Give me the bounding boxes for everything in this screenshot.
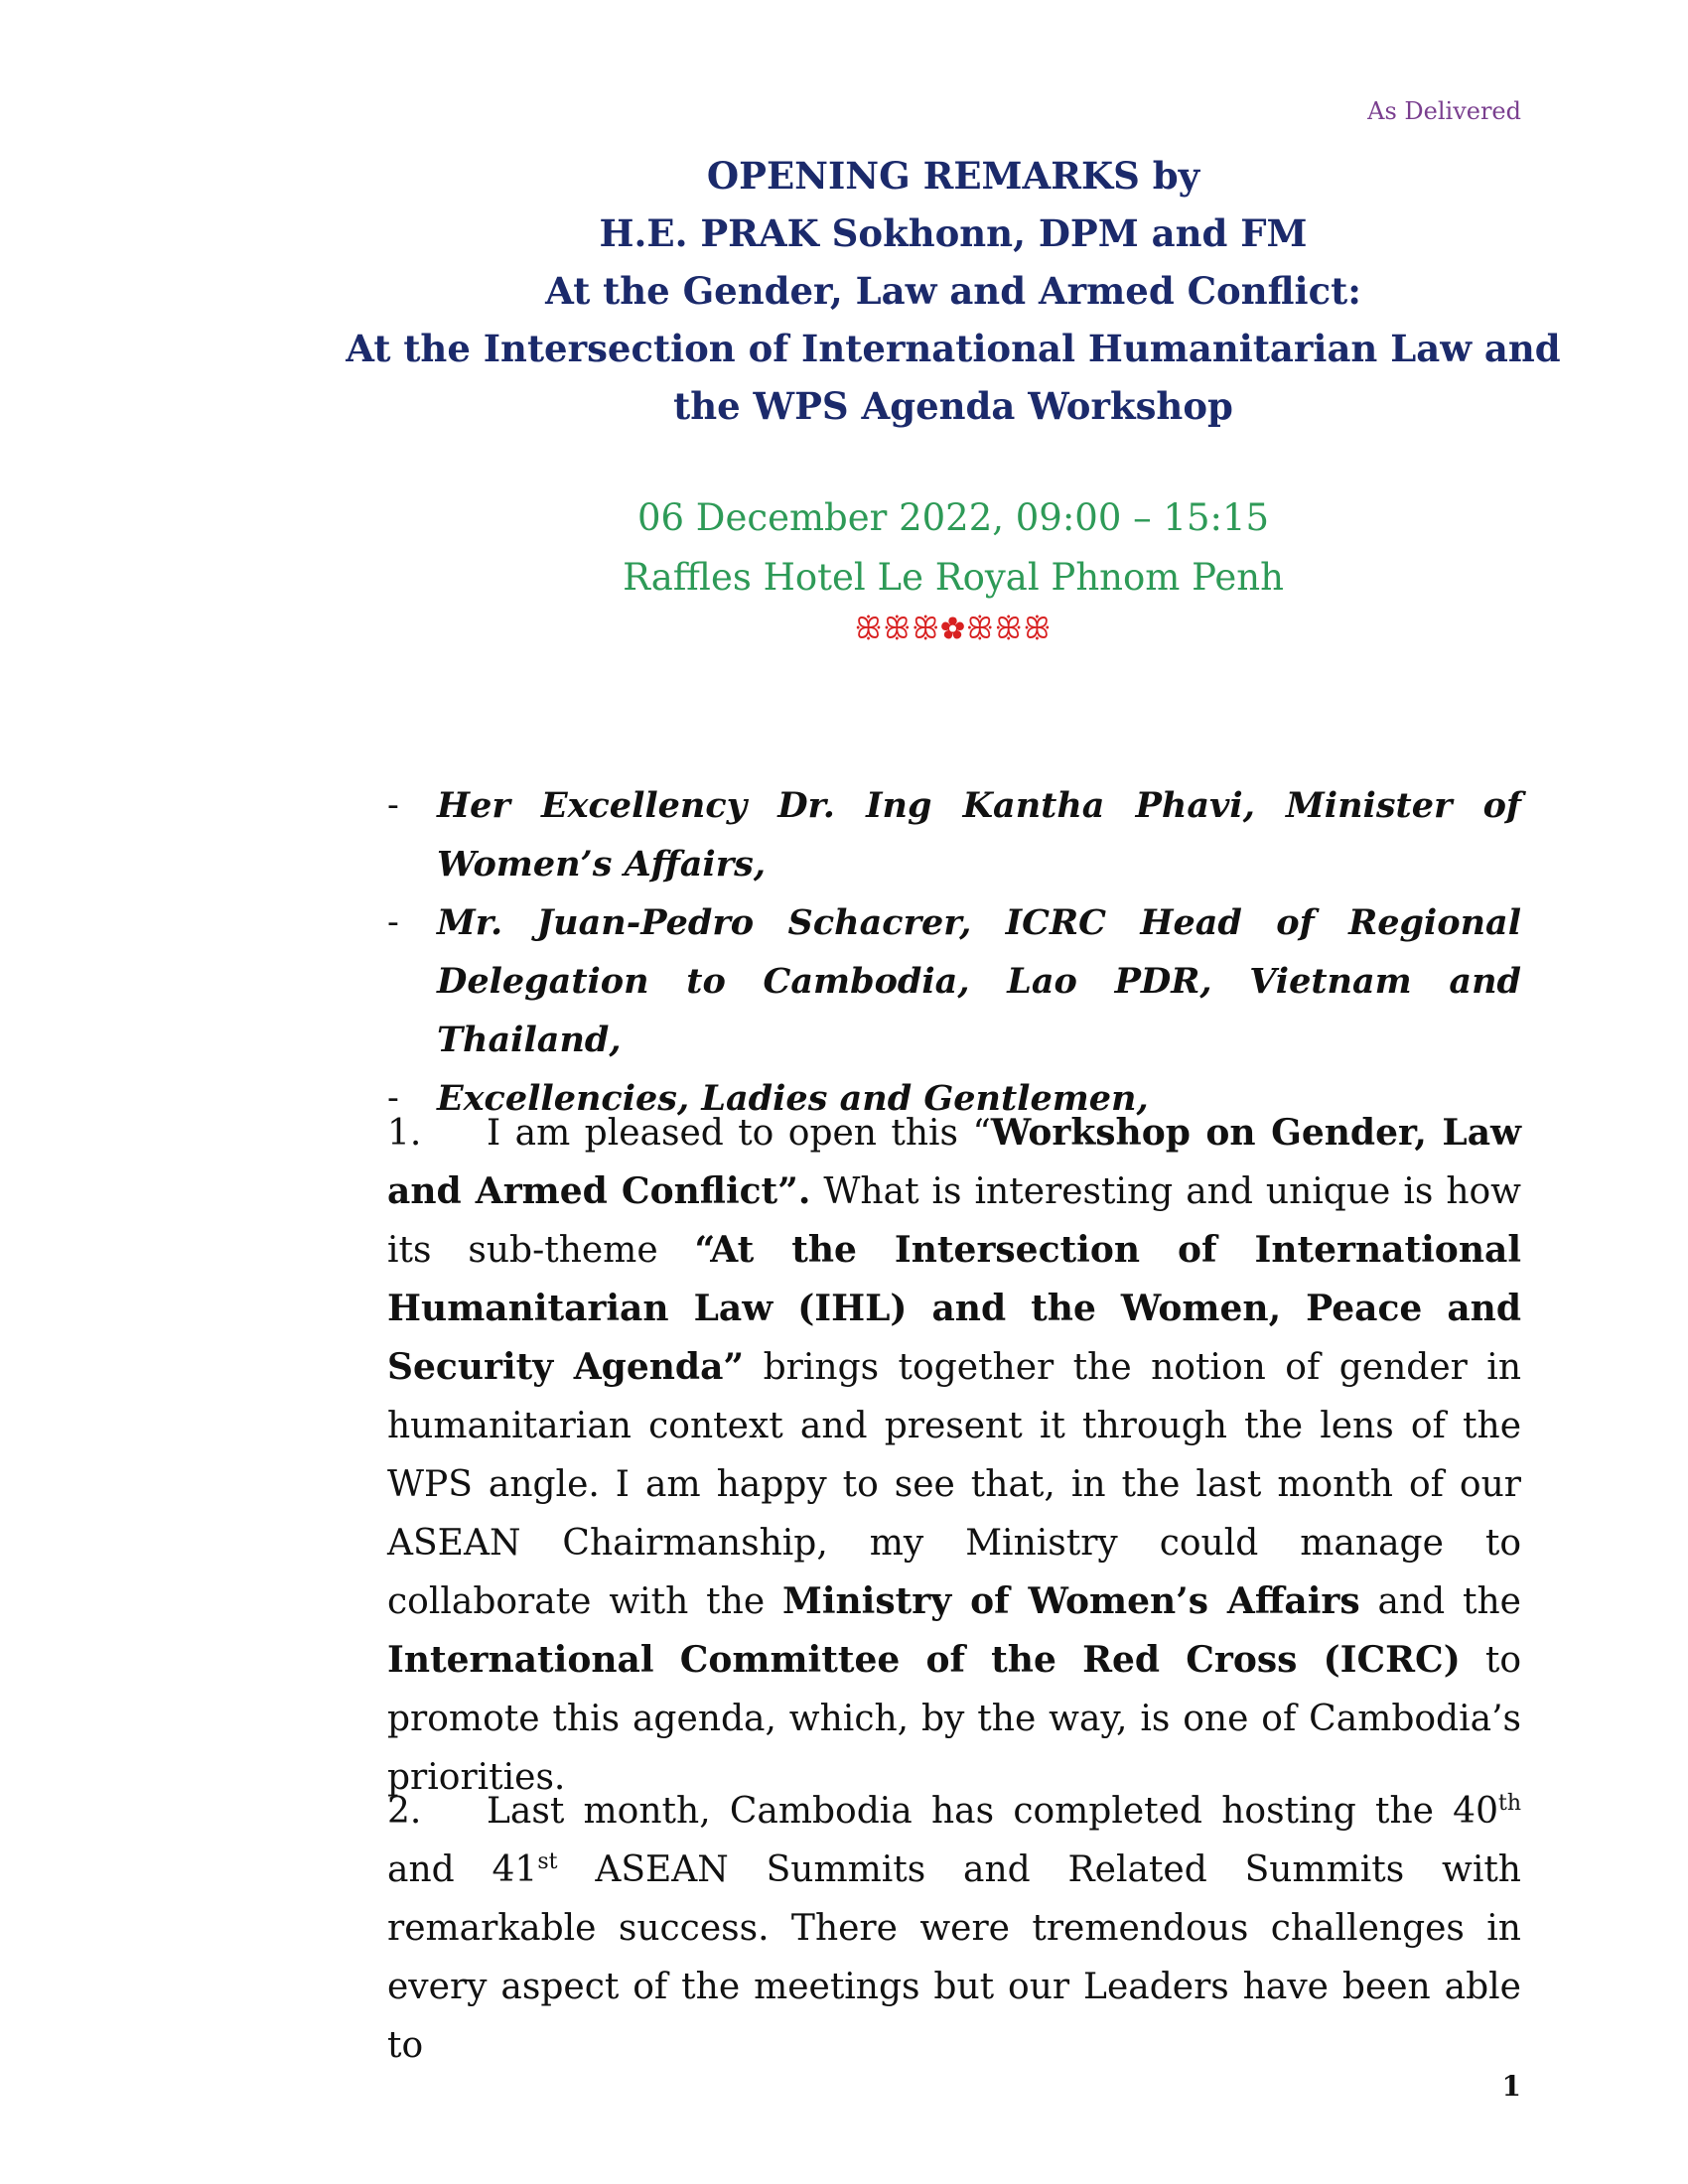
paragraph-text: and 41 bbox=[387, 1849, 538, 1890]
list-dash: - bbox=[387, 902, 399, 942]
salutation-item bbox=[387, 776, 1521, 893]
ministry-name-bold: Ministry of Women’s Affairs bbox=[781, 1580, 1360, 1622]
salutation-list bbox=[387, 776, 1521, 1128]
salutation-text: Her Excellency Dr. Ing Kantha Phavi, Minister of Women’s Affairs, bbox=[437, 785, 1521, 885]
salutation-text: Mr. Juan-Pedro Schacrer, ICRC Head of Regional Delegation to Cambodia, Lao PDR, Vietnam and Thailand, bbox=[437, 902, 1521, 1060]
title-line: the WPS Agenda Workshop bbox=[673, 384, 1233, 428]
sub-theme-bold: “At the Intersection of International Humanitarian Law (IHL) and the Women, Peace and Security Agenda” bbox=[387, 1229, 1521, 1388]
paragraph-number: 2. bbox=[387, 1791, 422, 1832]
title-line: At the Intersection of International Humanitarian Law and bbox=[346, 327, 1561, 370]
ordinal-suffix: st bbox=[537, 1849, 558, 1874]
event-datetime: 06 December 2022, 09:00 – 15:15 bbox=[636, 496, 1270, 539]
paragraph-text: to promote this agenda, which, by the way, is one of Cambodia’s priorities. bbox=[387, 1640, 1521, 1798]
event-venue: Raffles Hotel Le Royal Phnom Penh bbox=[623, 556, 1284, 599]
paragraph-number: 1. bbox=[387, 1113, 422, 1154]
decorative-ornament: ꕥꕥꕥ✿ꕥꕥꕥ bbox=[854, 612, 1053, 646]
title-line: OPENING REMARKS by bbox=[706, 154, 1200, 198]
ordinal-suffix: th bbox=[1497, 1791, 1521, 1816]
paragraph-text: I am pleased to open this “ bbox=[487, 1113, 991, 1154]
as-delivered-label: As Delivered bbox=[1367, 97, 1521, 125]
title-line: H.E. PRAK Sokhonn, DPM and FM bbox=[599, 211, 1308, 255]
paragraph-text: What is interesting and unique is how its sub-theme bbox=[387, 1171, 1521, 1271]
paragraph-text: ASEAN Summits and Related Summits with remarkable success. There were tremendous challenges in every aspect of the meetings but our Leaders have been able to bbox=[387, 1849, 1521, 2066]
paragraph-text: and the bbox=[1359, 1581, 1521, 1622]
paragraph-2 bbox=[387, 1782, 1521, 2075]
page-number: 1 bbox=[1501, 2070, 1521, 2103]
workshop-name-bold: Workshop on Gender, Law and Armed Conflict”. bbox=[387, 1112, 1522, 1212]
event-details bbox=[0, 488, 1688, 651]
list-dash: - bbox=[387, 1078, 399, 1118]
paragraph-1 bbox=[387, 1104, 1521, 1807]
document-title bbox=[0, 147, 1688, 435]
salutation-item bbox=[387, 893, 1521, 1069]
list-dash: - bbox=[387, 785, 399, 825]
salutation-text: Excellencies, Ladies and Gentlemen, bbox=[437, 1078, 1149, 1119]
paragraph-text: Last month, Cambodia has completed hosting the 40 bbox=[487, 1791, 1498, 1832]
icrc-name-bold: International Committee of the Red Cross (ICRC) bbox=[387, 1639, 1461, 1681]
title-line: At the Gender, Law and Armed Conflict: bbox=[545, 269, 1361, 313]
paragraph-text: brings together the notion of gender in humanitarian context and present it through the lens of the WPS angle. I am happy to see that, in the last month of our ASEAN Chairmanship, my Ministry could manage to collaborate with the bbox=[387, 1347, 1521, 1622]
